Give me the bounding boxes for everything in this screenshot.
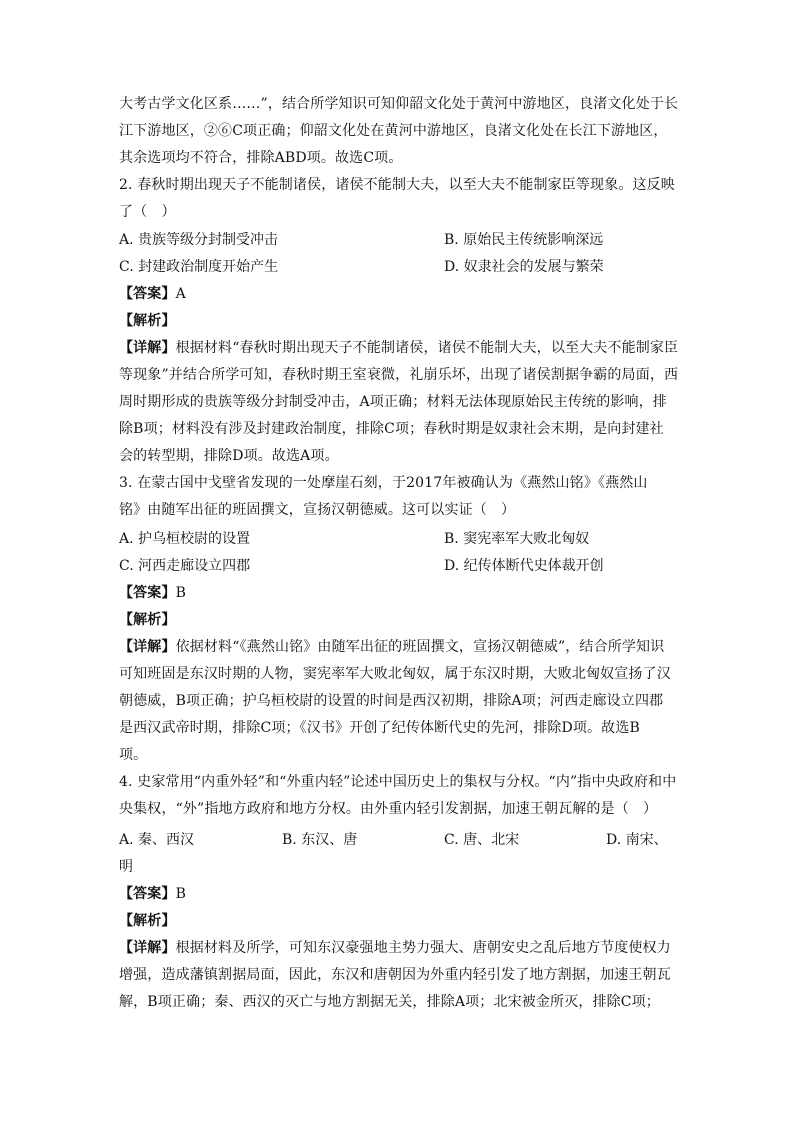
q2-detail-line — [119, 339, 679, 357]
q4-option-c: C. 唐、北宋 — [444, 832, 520, 848]
intro-line: 大考古学文化区系……”，结合所学知识可知仰韶文化处于黄河中游地区，良渚文化处于长 — [119, 96, 679, 112]
q4-option-b: B. 东汉、唐 — [282, 832, 358, 848]
q3-detail-line — [119, 638, 679, 656]
q4-detail-line: 解，B项正确；秦、西汉的灭亡与地方割据无关，排除A项；北宋被金所灭，排除C项； — [119, 994, 660, 1010]
q4-stem-line: 4. 史家常用“内重外轻”和“外重内轻”论述中国历史上的集权与分权。“内”指中央政府和中 — [119, 774, 677, 790]
q3-stem-line: 铭》由随军出征的班固撰文，宣扬汉朝德威。这可以实证（ ） — [119, 502, 516, 518]
q2-option-d: D. 奴隶社会的发展与繁荣 — [444, 259, 604, 275]
q3-detail-line: 可知班固是东汉时期的人物，窦宪率军大败北匈奴，属于东汉时期，大败北匈奴宣扬了汉 — [119, 666, 671, 682]
q3-option-a: A. 护乌桓校尉的设置 — [119, 531, 251, 547]
q2-answer — [119, 285, 679, 303]
q4-answer — [119, 885, 679, 903]
q3-analysis-tag — [119, 611, 679, 629]
q4-option-a: A. 秦、西汉 — [119, 832, 195, 848]
q4-stem-line: 央集权，“外”指地方政府和地方分权。由外重内轻引发割据，加速王朝瓦解的是（ ） — [119, 801, 658, 817]
detail-text: 根据材料“春秋时期出现天子不能制诸侯，诸侯不能制大夫，以至大夫不能制家臣 — [175, 340, 679, 356]
q2-detail-line: 除B项；材料没有涉及封建政治制度，排除C项；春秋时期是奴隶社会末期，是向封建社 — [119, 421, 664, 437]
detail-tag: 【详解】 — [119, 940, 176, 956]
q2-analysis-tag — [119, 312, 679, 330]
analysis-tag: 【解析】 — [119, 612, 176, 628]
q3-detail-line: 朝德威，B项正确；护乌桓校尉的设置的时间是西汉初期，排除A项；河西走廊设立四郡 — [119, 693, 664, 709]
answer-value: A — [175, 286, 186, 302]
q3-detail-line: 项。 — [119, 747, 148, 763]
q2-detail-line: 会的转型期，排除D项。故选A项。 — [119, 448, 339, 464]
answer-tag: 【答案】 — [119, 886, 176, 902]
detail-text: 根据材料及所学，可知东汉豪强地主势力强大、唐朝安史之乱后地方节度使权力 — [175, 940, 671, 956]
q3-option-b: B. 窦宪率军大败北匈奴 — [444, 531, 590, 547]
detail-tag: 【详解】 — [119, 639, 176, 655]
q4-analysis-tag — [119, 912, 679, 930]
q2-stem-line: 2. 春秋时期出现天子不能制诸侯，诸侯不能制大夫，以至大夫不能制家臣等现象。这反映 — [119, 177, 675, 193]
analysis-tag: 【解析】 — [119, 313, 176, 329]
q2-option-b: B. 原始民主传统影响深远 — [444, 232, 604, 248]
q2-stem-line: 了（ ） — [119, 204, 176, 220]
detail-tag: 【详解】 — [119, 340, 176, 356]
answer-value: B — [175, 886, 187, 902]
q4-detail-line: 增强，造成藩镇割据局面，因此，东汉和唐朝因为外重内轻引发了地方割据，加速王朝瓦 — [119, 967, 671, 983]
intro-line: 江下游地区，②⑥C项正确；仰韶文化处在黄河中游地区，良渚文化处在长江下游地区， — [119, 123, 668, 139]
answer-tag: 【答案】 — [119, 585, 176, 601]
q3-stem-line: 3. 在蒙古国中戈壁省发现的一处摩崖石刻，于2017年被确认为《燕然山铭》《燕然山 — [119, 475, 648, 491]
q4-detail-line — [119, 939, 679, 957]
q2-detail-line: 周时期形成的贵族等级分封制受冲击，A项正确；材料无法体现原始民主传统的影响，排 — [119, 394, 667, 410]
q3-option-d: D. 纪传体断代史体裁开创 — [444, 558, 604, 574]
q2-option-a: A. 贵族等级分封制受冲击 — [119, 232, 279, 248]
detail-text: 依据材料“《燕然山铭》由随军出征的班固撰文，宣扬汉朝德威”，结合所学知识 — [175, 639, 665, 655]
q4-option-d-continued: 明 — [119, 859, 133, 875]
q4-option-d: D. 南宋、 — [606, 832, 668, 848]
q3-option-c: C. 河西走廊设立四郡 — [119, 558, 251, 574]
analysis-tag: 【解析】 — [119, 913, 176, 929]
q2-option-c: C. 封建政治制度开始产生 — [119, 259, 279, 275]
answer-value: B — [175, 585, 187, 601]
answer-tag: 【答案】 — [119, 286, 176, 302]
intro-line: 其余选项均不符合，排除ABD项。故选C项。 — [119, 150, 403, 166]
q3-answer — [119, 584, 679, 602]
q3-detail-line: 是西汉武帝时期，排除C项；《汉书》开创了纪传体断代史的先河，排除D项。故选B — [119, 720, 640, 736]
q2-detail-line: 等现象”并结合所学可知，春秋时期王室衰微，礼崩乐坏，出现了诸侯割据争霸的局面，西 — [119, 367, 679, 383]
